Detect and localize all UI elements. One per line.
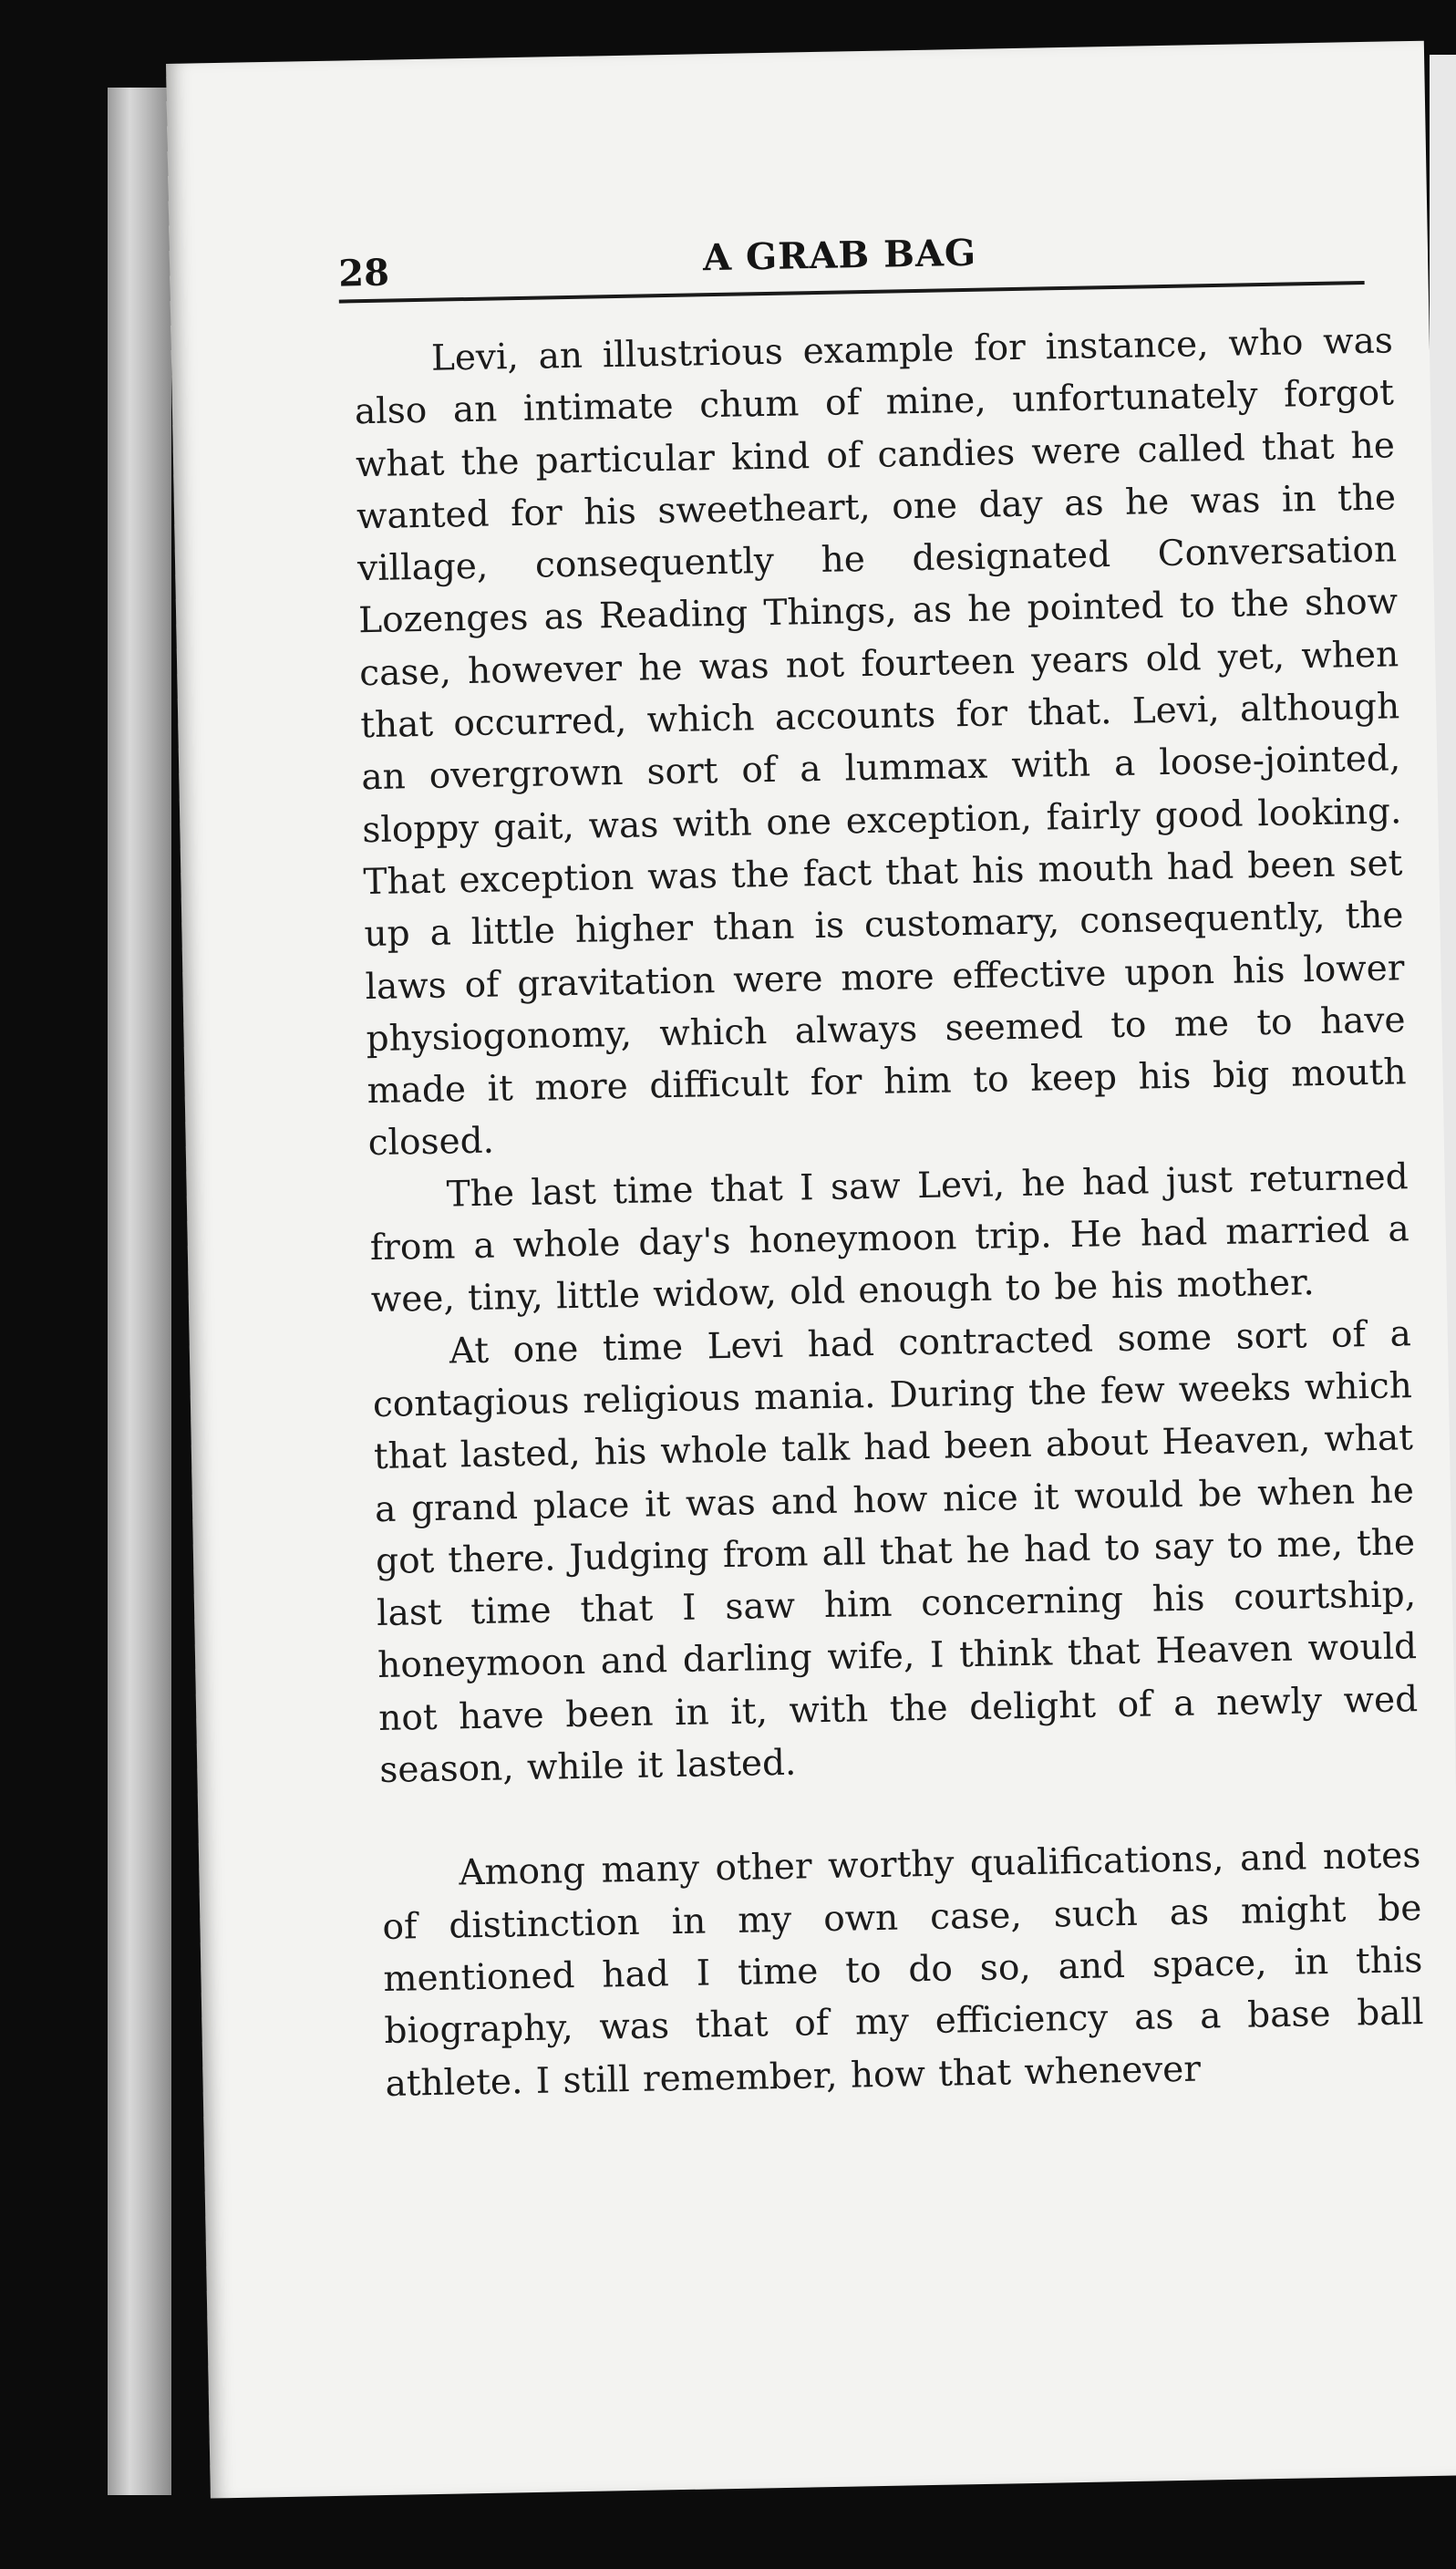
book-page <box>166 41 1456 2499</box>
binding-edge <box>108 88 171 2495</box>
paragraph: Among many other worthy qualifications, and notes of distinction in my own case, such as might be mentioned had I time to do so, and space, in this biography, was that of my efficiency as a base ball athlete. I still remember, how that whenever <box>382 1835 1424 2105</box>
page-number: 28 <box>337 251 390 295</box>
paragraph: Levi, an illustrious example for instance, who was also an intimate chum of mine, unfortunately forgot what the particular kind of candies were called that he wanted for his sweetheart, one day as he was in the village, consequently he designated Conversation Lozenges as Reading Things, as he pointed to the show case, however he was not fourteen years old yet, when that occurred, which accounts for that. Levi, although an overgrown sort of a lummax with a loose-jointed, sloppy gait, was with one exception, fairly good looking. That exception was the fact that his mouth had been set up a little higher than is customary, consequently, the laws of gravitation were more effective upon his lower physiogonomy, which always seemed to me to have made it more difficult for him to keep his big mouth closed. <box>354 320 1407 1165</box>
paragraph: At one time Levi had contracted some sort of a contagious religious mania. During the few weeks which that lasted, his whole talk had been about Heaven, what a grand place it was and how nice it would be when he got there. Judging from all that he had to say to me, the last time that I saw him concerning his courtship, honeymoon and darling wife, I think that Heaven would not have been in it, with the delight of a newly wed season, while it lasted. <box>372 1312 1419 1792</box>
running-title: A GRAB BAG <box>702 231 977 280</box>
paragraph: The last time that I saw Levi, he had just returned from a whole day's honeymoon trip. He had married a wee, tiny, little widow, old enough to be his mother. <box>369 1155 1410 1321</box>
body-text <box>353 315 1425 2109</box>
